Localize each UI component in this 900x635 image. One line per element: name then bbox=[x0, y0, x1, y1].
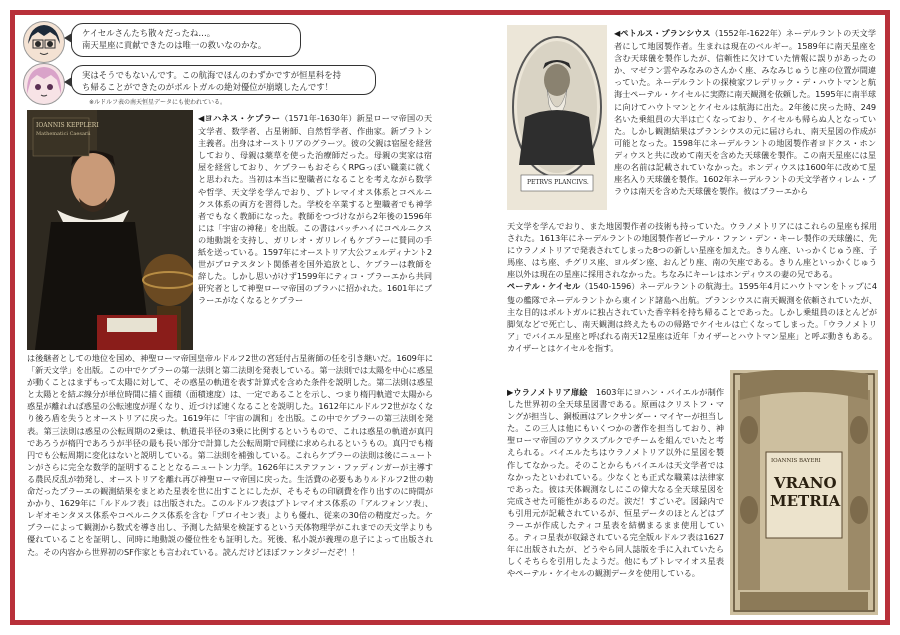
uranometria-title-1: IOANNIS BAYERI bbox=[771, 458, 821, 464]
plancius-years: （1552年-1622年） bbox=[710, 29, 786, 38]
plancius-heading: ◀ペトルス・プランシウス bbox=[614, 28, 711, 38]
kepler-portrait-caption-2: Mathematici Caesarii bbox=[36, 131, 91, 137]
uranometria-body: 1603年にヨハン・バイエルが制作した世界初の全天球星図書である。原画はクリストフ・マングが担当し、銅板画はアレクサンダー・マイヤーが担当した。この三人は他にもいくつかの著作を担当しており、神聖ローマ帝国のアウクスブルクでチームを組んでいたと考えられる。バイエルたちはウラノメトリア以外に星図を製作してなかった。そのことからもバイエルは天文学者ではなかったといわれている。少なくとも正式な職業は法律家であった。彼は天体観測なしにこの偉大なる全天球星図を完成させた可能性があるのだ。涙だ！すごいぞ。図録内でも引用元が記載されているが、恒星データのほとんどはブラーエが作成したティコ星表を結構まるまま使用している。ティコ星表が収録されている完全版ルドルフ表は1627年に出版されたが、どうやら同人誌版を手に入れていたらしくそちらを引用したようだ。他にもプトレマイオス星表やペーテル・ケイセルの観測データを使用している。 bbox=[507, 387, 724, 579]
uranometria-text bbox=[507, 386, 724, 580]
dialogue-line-3: 実はそうでもないんです。この航海でほんのわずかですが恒星科を持 bbox=[82, 70, 341, 80]
dialogue-line-1: ケイセルさんたち散々だったね…。 bbox=[82, 28, 216, 38]
kepler-text-bottom: は後継者としての地位を国め、神聖ローマ帝国皇帝ルドルフ2世の宮廷付占星術師の任を引き継いだ。1609年に「新天文学」を出版。この中でケプラーの第一法則と第二法則を発表している。第一法則では太陽を中心に惑星が動くことはまずもって太陽に対して、その惑星の軌道を表す計算式を含めた条件を説明した。第二法則は惑星と太陽とを結ぶ線分が単位時間に描く面積（面積速度）は、一定であることを示し、つまり楕円軌道で太陽から惑星が離れれば惑星の公転速度が遅くなり、近づけば速くなることを説明した。1612年にルドルフ2世がなくなり後ろ盾を失うとオーストリアに戻った。1619年に「宇宙の調和」を出版。この中でケプラーの第三法則を発表。第三法則は惑星の公転周期の2乗は、軌道長半径の3乗に比例するというもので、これは惑星の軌道が真円であろうが楕円であろうが半径の最も長い部分で計算した公転周期で同様に求められるというもの。真円でも楕円でも公転周期に変化はないと説明している。第二法則を補強している。これらケプラーの法則は後にニュートンがさらに完全な数学的証明することとなるニュートン力学。1626年にステファン・ファディンガーが主導する農民反乱が勃発し、オーストリアを離れ再び神聖ローマ帝国に戻った。生活費の必要もありルドルフ2世の勅命だったプラーエの観測結果をまとめた星表を世に出すことにしたが、そもそもの印刷費を作り出すのに時間がかかり、1629年に「ルドルフ表」は出版された。このルドルフ表はプトレマイオス体系の「アルフォンソ表」、レギオモンタヌス体系やコペルニクス体系を含む「プロイセン表」よりも優れ、従来の30倍の精度だった。ケプラーによって観測から数式を導き出し、予測した結果を検証するという天体物理学がこれまでの天文学よりも優れていることを証明し、同時に地動説の優位性をも証明した。死後、私小説が義理の息子によって出版された。その内容から世界初のSF作家とも言われている。読んだけどほぼファンタジーだぞ！！ bbox=[27, 353, 433, 557]
plancius-portrait bbox=[507, 25, 607, 210]
left-page bbox=[15, 15, 445, 620]
plancius-text-bottom bbox=[507, 220, 877, 354]
avatar-boy bbox=[23, 21, 65, 63]
avatar-girl bbox=[23, 63, 65, 105]
dialogue-line-4: ち帰ることができたのがポルトガルの絶対優位が崩壊したんです！ bbox=[82, 82, 333, 92]
dialogue bbox=[23, 21, 403, 106]
kepler-years: （1571年-1630年） bbox=[280, 114, 357, 123]
kepler-portrait-caption-1: IOANNIS KEPPLERI bbox=[36, 122, 99, 129]
speech-bubble-2 bbox=[71, 65, 376, 95]
footnote: ※ルドルフ表の南天恒星データにも使われている。 bbox=[89, 99, 227, 106]
uranometria-title-2: VRANO bbox=[774, 474, 837, 492]
plancius-portrait-caption: PETRVS PLANCIVS. bbox=[527, 179, 589, 186]
page-frame bbox=[10, 10, 890, 625]
uranometria-heading: ▶ウラノメトリア扉絵 bbox=[507, 387, 588, 397]
kepler-body-top: 新星ローマ帝国の天文学者、数学者、占星術師、自然哲学者、作曲家。新プラトン主義者。出身はオーストリアのグラーツ。彼の父親は宿屋を経営しており、母親は薬草を使った治療師だった。母親の実家は宿屋を経営しており、ケプラーもおそらくRPGっぽい職業に就くと思われた。当初は本当に聖職者になることを考えながら数学や哲学、天文学を学んでおり、プトレマイオス体系とコペルニクス体系の両方を習得した。学校を卒業すると聖職者でも神学者でもなく教師になった。教師をつづけながら2年後の1596年には「宇宙の神秘」を出版。この書はバッチハイにコペルニクスの地動説を支持し、ガリレオ・ガリレイもケプラーに賛同の手紙を送っている。1597年にオーストリア大公フェルディナント2世がプロテスタント関係者を国外追放とし、ケプラーは教師を辞した。しかし思いがけず1599年にティコ・ブラーエから共同研究者として神聖ローマ帝国のプラハに招かれた。1601年にブラーエがなくなるとケプラー bbox=[198, 113, 432, 306]
keyser-years: （1540-1596） bbox=[580, 282, 640, 292]
plancius-body-top: ネーデルラントの天文学者にして地図製作者。生まれは現在のベルギー。1589年に南天星座を含む天球儀を製作したが、信頼性に欠けていた情報に誤りがあったのか、マゼラン雲やみなみのさんかく座、みなみじゅうじ座の位置が間違っていた。ネーデルラントの探検家フレデリック・デ・ハウトマンと航海士ペーテル・ケイセルに実際に南天観測を依頼した。1595年に南半球に向けてハウトマンとケイセルは航海に出た。2年後に戻った時、249名いた乗組員の大半は亡くなっており、ケイセルも帰らぬ人となっていた。しかし観測結果はプランシウスの元に届けられ、南天星図の作成が可能となった。1598年にネーデルラントの地図製作者ヨドクス・ホンディウスと共に改めて南天を含めた天球儀を製作。この南天星座には星座の名前は記載されていなかった。ホンディウスは1600年に改めて星座名入り天球儀を製作。1602年ネーデルラントの天文学者ウィレム・ブラウは南天を含めた天球儀を製作。彼はブラーエから bbox=[614, 28, 876, 197]
plancius-body-bottom: 天文学を学んでおり、また地図製作者の技術も持っていた。ウラノメトリアにはこれらの星座も採用された。1613年にネーデルラントの地図製作者ピーテル・ファン・デン・キーレ製作の天球儀に、先にウラノメトリアで発表されてしまった8つの新しい星座を加えた。きりん座、いっかくじゅう座、子馬座、はち座、チグリス座、ヨルダン座、おんどり座、南の矢座である。きりん座といっかくじゅう座以外は現在の星座に採用されなかった。ちなみにキーレはホンディウスの妻の兄である。 bbox=[507, 221, 877, 280]
speech-bubble-1 bbox=[71, 23, 301, 57]
dialogue-line-2: 南天星座に貢献できたのは唯一の救いなのかな。 bbox=[82, 40, 267, 50]
uranometria-title-3: METRIA bbox=[770, 492, 841, 510]
kepler-heading: ◀ヨハネス・ケプラー bbox=[198, 113, 281, 123]
keyser-heading: ペーテル・ケイセル bbox=[507, 281, 581, 292]
right-page bbox=[455, 15, 885, 620]
keyser-body: ネーデルラントの航海士。1595年4月にハウトマンをトップに4隻の艦隊でネーデルラントから東インド諸島へ出航。プランシウスに南天観測を依頼されていたが、主な目的はポルトガルに独占されていた香辛料を持ち帰ることであった。しかし乗組員のほとんどが脚気などで死亡し、南天観測は終えたものの帰路でケイセルは亡くなってしまった。「ウラノメトリア」でバイエル星座と呼ばれる南天12星座は近年「カイザーとハウトマン星座」と呼ぶ動きもある。カイザーとはケイセルを指す。 bbox=[507, 281, 877, 353]
kepler-text-top bbox=[198, 112, 432, 307]
plancius-text-top bbox=[614, 27, 876, 197]
kepler-portrait bbox=[27, 110, 193, 350]
uranometria-frontispiece bbox=[730, 370, 878, 615]
